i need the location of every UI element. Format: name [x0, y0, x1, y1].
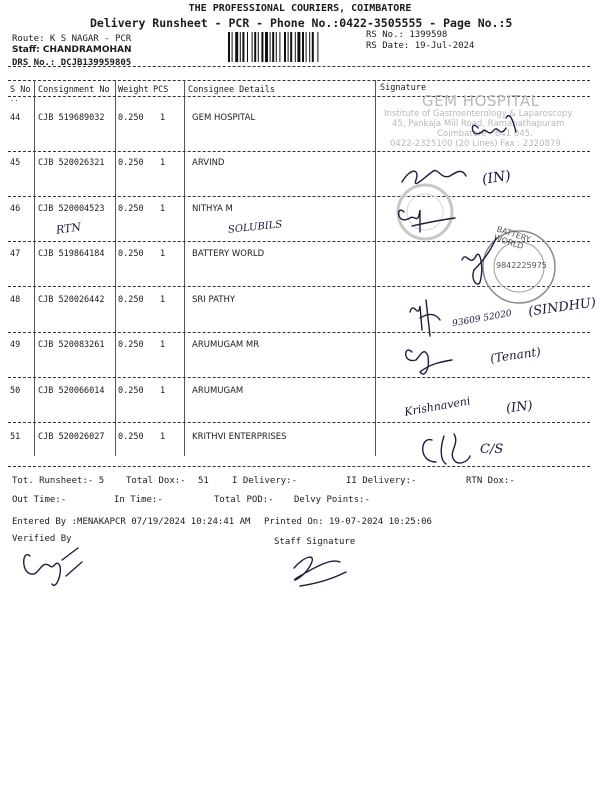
- entered-by: Entered By :MENAKAPCR 07/19/2024 10:24:41 AM: [12, 517, 251, 527]
- handwritten-tenant: (Tenant): [489, 344, 542, 366]
- stamp-line: Institute of Gastroenterology & Laparoscopy: [384, 109, 573, 119]
- row-sno: 51: [10, 432, 21, 442]
- staff-text: Staff: CHANDRAMOHAN: [12, 45, 132, 55]
- rtn-dox: RTN Dox:-: [466, 476, 515, 486]
- signature-row51: [423, 434, 470, 464]
- signature-row46: [399, 210, 455, 232]
- row-weight: 0.250: [118, 158, 144, 168]
- row-sno: 47: [10, 249, 21, 259]
- col-header-consignee: Consignee Details: [188, 85, 275, 95]
- drs-number: DRS No.: DCJB139959805: [12, 58, 132, 68]
- handwritten-rtn: RTN: [55, 220, 82, 237]
- handwritten-in-2: (IN): [505, 398, 534, 417]
- row-consignee: NITHYA M: [192, 204, 233, 214]
- stamp-name: GEM HOSPITAL: [422, 92, 540, 110]
- row-consignee: GEM HOSPITAL: [192, 113, 256, 123]
- ii-delivery: II Delivery:-: [346, 476, 417, 486]
- row-weight: 0.250: [118, 249, 144, 259]
- row-consignee: SRI PATHY: [192, 295, 236, 305]
- row-weight: 0.250: [118, 432, 144, 442]
- signature-row44: [472, 125, 506, 133]
- row-consignment: CJB 520066014: [38, 386, 105, 396]
- staff-signature-label: Staff Signature: [274, 537, 356, 547]
- stamp-line: Coimbatore - 641 045.: [437, 129, 533, 139]
- row-pcs: 1: [160, 204, 166, 214]
- row-weight: 0.250: [118, 340, 144, 350]
- row-pcs: 1: [160, 249, 166, 259]
- row-sno: 50: [10, 386, 21, 396]
- delvy-points: Delvy Points:-: [294, 495, 370, 505]
- out-time: Out Time:-: [12, 495, 67, 505]
- handwritten-in-1: (IN): [481, 168, 512, 188]
- stamp-name: BATTERY WORLD: [492, 224, 532, 252]
- total-pod: Total POD:-: [214, 495, 274, 505]
- verified-by-label: Verified By: [12, 534, 72, 544]
- row-pcs: 1: [160, 158, 166, 168]
- row-weight: 0.250: [118, 204, 144, 214]
- row-consignment: CJB 519864184: [38, 249, 105, 259]
- row-consignment: CJB 520026321: [38, 158, 105, 168]
- handwritten-krishnaveni: Krishnaveni: [403, 394, 472, 419]
- total-dox-value: 51: [198, 476, 209, 486]
- row-weight: 0.250: [118, 386, 144, 396]
- row-consignment: CJB 520004523: [38, 204, 105, 214]
- col-header-weight: Weight: [118, 85, 149, 95]
- row-consignee: BATTERY WORLD: [192, 249, 265, 259]
- signature-staff: [294, 557, 346, 586]
- row-pcs: 1: [160, 386, 166, 396]
- col-header-pcs: PCS: [153, 85, 169, 95]
- stamp-phone: 9842225975: [496, 261, 547, 270]
- handwritten-sindhu: (SINDHU): [527, 295, 597, 320]
- row-consignee: ARUMUGAM: [192, 386, 244, 396]
- row-pcs: 1: [160, 113, 166, 123]
- row-sno: 48: [10, 295, 21, 305]
- row-consignment: CJB 520026442: [38, 295, 105, 305]
- row-pcs: 1: [160, 432, 166, 442]
- row-consignee: KRITHVI ENTERPRISES: [192, 432, 287, 442]
- printed-on: Printed On: 19-07-2024 10:25:06: [264, 517, 432, 527]
- row-consignment: CJB 520083261: [38, 340, 105, 350]
- row-weight: 0.250: [118, 113, 144, 123]
- header-dots: ..: [10, 95, 19, 103]
- rs-date: RS Date: 19-Jul-2024: [366, 41, 475, 51]
- row-pcs: 1: [160, 295, 166, 305]
- row-sno: 49: [10, 340, 21, 350]
- handwritten-phone-note: 93609 52020: [451, 308, 513, 330]
- row-consignment: CJB 520026027: [38, 432, 105, 442]
- stamp-line: 45, Pankaja Mill Road, Ramanathapuram: [392, 119, 565, 129]
- signature-row44: [506, 116, 516, 132]
- signature-row48: [410, 300, 440, 336]
- signature-verified: [24, 548, 82, 585]
- signature-row45: [402, 170, 466, 183]
- i-delivery: I Delivery:-: [232, 476, 298, 486]
- stamp-line: 0422-2325100 (20 Lines) Fax : 2320879: [390, 139, 561, 149]
- row-consignee: ARVIND: [192, 158, 225, 168]
- row-weight: 0.250: [118, 295, 144, 305]
- runsheet-title: Delivery Runsheet - PCR - Phone No.:0422-3505555 - Page No.:5: [90, 16, 513, 30]
- total-dox-label: Total Dox:-: [126, 476, 186, 486]
- row-consignee: ARUMUGAM MR: [192, 340, 260, 350]
- col-header-consignment: Consignment No: [38, 85, 110, 95]
- company-name: THE PROFESSIONAL COURIERS, COIMBATORE: [188, 3, 412, 14]
- route-text: Route: K S NAGAR - PCR: [12, 34, 132, 44]
- col-header-sno: S No: [10, 85, 31, 95]
- signature-row49: [406, 350, 452, 374]
- signature-row47: [462, 238, 496, 284]
- row-sno: 45: [10, 158, 21, 168]
- row-consignment: CJB 519689032: [38, 113, 105, 123]
- row-sno: 44: [10, 113, 21, 123]
- tot-runsheet: Tot. Runsheet:- 5: [12, 476, 105, 486]
- rs-number: RS No.: 1399598: [366, 30, 448, 40]
- row-sno: 46: [10, 204, 21, 214]
- in-time: In Time:-: [114, 495, 163, 505]
- handwritten-cls: C/S: [480, 442, 504, 457]
- row-pcs: 1: [160, 340, 166, 350]
- col-header-signature: Signature: [380, 83, 427, 93]
- handwritten-solubils: SOLUBILS: [227, 219, 283, 236]
